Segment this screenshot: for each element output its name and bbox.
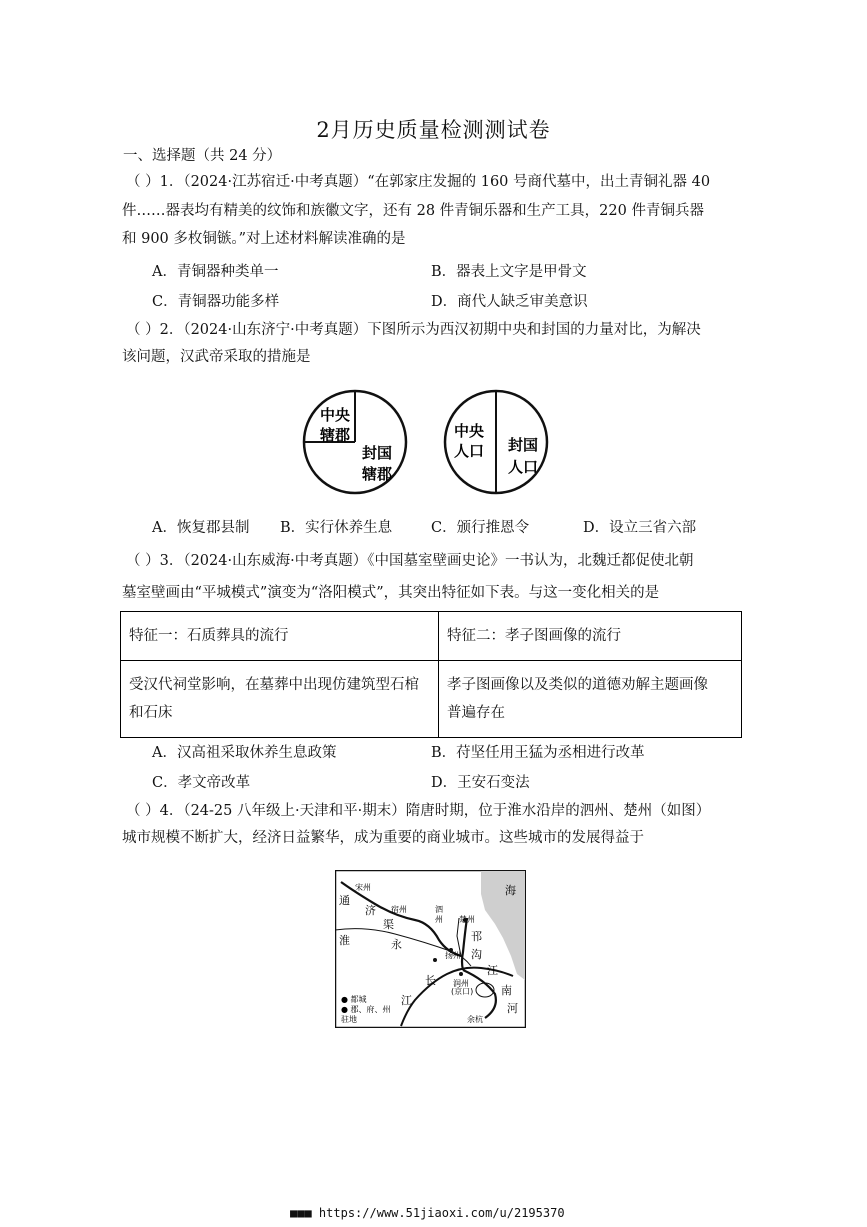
table-header-1: 特征一：石质葬具的流行 bbox=[121, 612, 439, 661]
q3-option-d: D．王安石变法 bbox=[431, 775, 530, 791]
q4-line2: 城市规模不断扩大，经济日益繁华，成为重要的商业城市。这些城市的发展得益于 bbox=[122, 830, 644, 846]
map-label-si2: 州 bbox=[435, 915, 443, 924]
q1-option-c: C．青铜器功能多样 bbox=[152, 294, 280, 310]
q3-option-c: C．孝文帝改革 bbox=[152, 775, 251, 791]
map-label-jiang2: 江 bbox=[487, 964, 498, 977]
map-label-chu: 楚州 bbox=[459, 915, 475, 924]
map-label-huai: 淮 bbox=[339, 934, 350, 947]
map-label-si: 泗 bbox=[435, 905, 443, 914]
q2-line2: 该问题，汉武帝采取的措施是 bbox=[122, 349, 311, 365]
pie1-fief-l1: 封国 bbox=[362, 444, 393, 462]
map-legend-1: ● 都城 bbox=[341, 995, 367, 1004]
footer-link[interactable]: https://www.51jiaoxi.com/u/2195370 bbox=[318, 1206, 565, 1220]
section-heading: 一、选择题（共 24 分） bbox=[123, 148, 282, 164]
map-label-run: 润州 bbox=[453, 979, 469, 988]
map-label-chang: 长 bbox=[425, 974, 436, 987]
map-legend-3: 驻地 bbox=[341, 1015, 357, 1024]
map-label-hai: 海 bbox=[505, 884, 516, 897]
page-title: 2月历史质量检测测试卷 bbox=[316, 118, 551, 142]
map-label-song: 宋州 bbox=[355, 883, 371, 892]
table-cell-2-l1: 孝子图画像以及类似的道德劝解主题画像 bbox=[447, 677, 708, 693]
map-label-yong: 永 bbox=[391, 938, 402, 951]
q1-option-a: A．青铜器种类单一 bbox=[152, 264, 279, 280]
footer-prefix: ■■■ bbox=[290, 1206, 312, 1220]
table-cell-1-l1: 受汉代祠堂影响，在墓葬中出现仿建筑型石棺 bbox=[129, 677, 419, 693]
q3-option-a: A．汉高祖采取休养生息政策 bbox=[152, 745, 337, 761]
pie-commanderies bbox=[304, 391, 406, 493]
map-label-qu: 渠 bbox=[383, 918, 394, 931]
q2-option-b: B．实行休养生息 bbox=[280, 520, 393, 536]
table-cell-2 bbox=[439, 661, 742, 738]
q1-line3: 和 900 多枚铜镞。”对上述材料解读准确的是 bbox=[122, 231, 406, 247]
q1-line1: （ ）1．（2024·江苏宿迁·中考真题）“在郭家庄发掘的 160 号商代墓中，出土青铜礼器 40 bbox=[126, 174, 711, 190]
pie1-fief-l2: 辖郡 bbox=[362, 465, 393, 483]
pie2-fief-l2: 人口 bbox=[508, 458, 539, 476]
map-label-ji: 济 bbox=[365, 904, 376, 917]
map-label-han: 邗 bbox=[471, 930, 482, 943]
q2-line1: （ ）2．（2024·山东济宁·中考真题）下图所示为西汉初期中央和封国的力量对比，为解决 bbox=[126, 322, 701, 338]
map-label-gou: 沟 bbox=[471, 948, 482, 961]
footer bbox=[290, 1206, 565, 1220]
map-label-su: 宿州 bbox=[391, 905, 407, 914]
q3-line2: 墓室壁画由“平城模式”演变为“洛阳模式”，其突出特征如下表。与这一变化相关的是 bbox=[122, 585, 660, 601]
q1-option-d: D．商代人缺乏审美意识 bbox=[431, 294, 588, 310]
pie2-fief-l1: 封国 bbox=[508, 436, 539, 454]
map-legend-2: ● 郡、府、州 bbox=[341, 1005, 391, 1014]
map-label-he: 河 bbox=[507, 1002, 518, 1015]
q3-option-b: B．苻坚任用王猛为丞相进行改革 bbox=[431, 745, 645, 761]
q3-line1: （ ）3．（2024·山东威海·中考真题）《中国墓室壁画史论》一书认为，北魏迁都促使北朝 bbox=[126, 553, 694, 569]
map-label-yuhang: 余杭 bbox=[467, 1015, 483, 1024]
q4-line1: （ ）4．（24-25 八年级上·天津和平·期末）隋唐时期，位于淮水沿岸的泗州、楚州（如图） bbox=[126, 803, 711, 819]
map-label-tong: 通 bbox=[339, 894, 350, 907]
q1-line2: 件……器表均有精美的纹饰和族徽文字，还有 28 件青铜乐器和生产工具，220 件青铜兵器 bbox=[122, 203, 704, 219]
pie2-central-l2: 人口 bbox=[454, 442, 485, 460]
city-marker bbox=[459, 972, 463, 976]
q2-option-d: D．设立三省六部 bbox=[583, 520, 697, 536]
pie2-central-l1: 中央 bbox=[454, 422, 485, 440]
features-table bbox=[120, 611, 742, 738]
pie-population bbox=[445, 391, 547, 493]
q2-option-c: C．颁行推恩令 bbox=[431, 520, 530, 536]
pie1-central-l2: 辖郡 bbox=[320, 426, 351, 444]
city-marker bbox=[433, 958, 437, 962]
map-label-jiang: 江 bbox=[401, 994, 412, 1007]
table-row bbox=[121, 661, 742, 738]
map-label-nan: 南 bbox=[501, 984, 512, 997]
pie1-central-l1: 中央 bbox=[320, 406, 351, 424]
power-comparison-figure bbox=[300, 388, 560, 498]
canal-map bbox=[335, 870, 526, 1028]
q1-option-b: B．器表上文字是甲骨文 bbox=[431, 264, 587, 280]
table-header-2: 特征二：孝子图画像的流行 bbox=[439, 612, 742, 661]
table-row bbox=[121, 612, 742, 661]
map-label-yang: 扬州 bbox=[445, 951, 461, 960]
table-cell-1-l2: 和石床 bbox=[129, 705, 173, 721]
table-cell-1 bbox=[121, 661, 439, 738]
table-cell-2-l2: 普遍存在 bbox=[447, 705, 505, 721]
map-label-jing: (京口) bbox=[451, 987, 474, 996]
q2-option-a: A．恢复郡县制 bbox=[152, 520, 250, 536]
